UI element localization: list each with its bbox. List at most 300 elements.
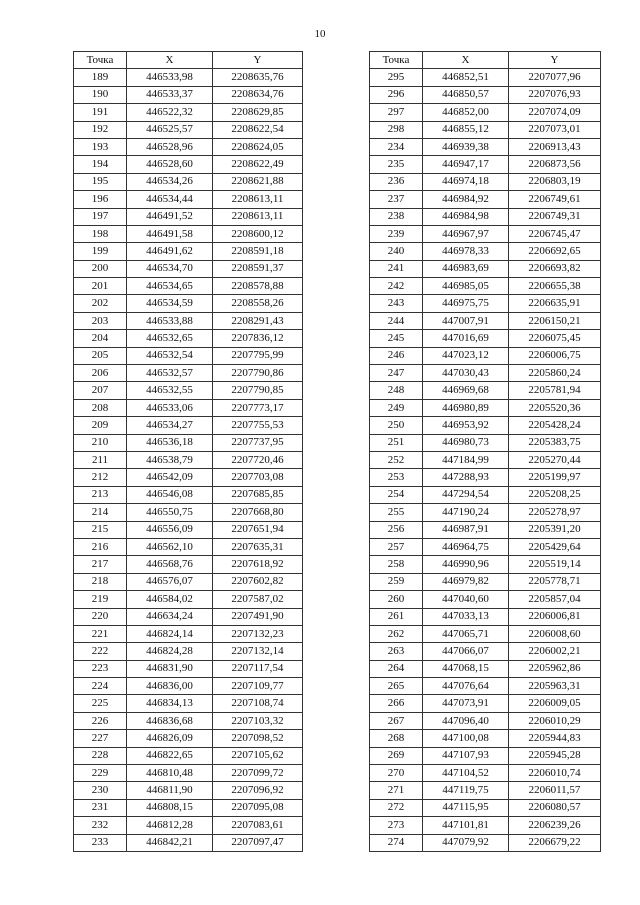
y-cell: 2207836,12 xyxy=(213,330,303,347)
table-row xyxy=(370,312,601,329)
table-row xyxy=(74,417,303,434)
x-cell: 446810,48 xyxy=(127,765,213,782)
point-cell: 222 xyxy=(74,643,127,660)
point-cell: 226 xyxy=(74,712,127,729)
table-header-row xyxy=(370,52,601,69)
point-cell: 221 xyxy=(74,625,127,642)
y-cell: 2206150,21 xyxy=(509,312,601,329)
x-cell: 447033,13 xyxy=(423,608,509,625)
x-cell: 446824,14 xyxy=(127,625,213,642)
table-row xyxy=(370,399,601,416)
x-cell: 446491,58 xyxy=(127,225,213,242)
point-cell: 214 xyxy=(74,504,127,521)
point-cell: 265 xyxy=(370,678,423,695)
y-cell: 2207587,02 xyxy=(213,591,303,608)
table-row xyxy=(370,365,601,382)
x-cell: 446984,92 xyxy=(423,191,509,208)
table-row xyxy=(74,712,303,729)
header-point: Точка xyxy=(370,52,423,69)
point-cell: 216 xyxy=(74,538,127,555)
table-row xyxy=(74,695,303,712)
y-cell: 2207720,46 xyxy=(213,451,303,468)
x-cell: 446836,68 xyxy=(127,712,213,729)
x-cell: 446556,09 xyxy=(127,521,213,538)
point-cell: 233 xyxy=(74,834,127,851)
point-cell: 297 xyxy=(370,104,423,121)
point-cell: 196 xyxy=(74,191,127,208)
x-cell: 446826,09 xyxy=(127,730,213,747)
table-row xyxy=(74,608,303,625)
point-cell: 190 xyxy=(74,86,127,103)
point-cell: 204 xyxy=(74,330,127,347)
table-row xyxy=(370,782,601,799)
table-row xyxy=(74,365,303,382)
point-cell: 242 xyxy=(370,278,423,295)
table-row xyxy=(370,730,601,747)
y-cell: 2207790,85 xyxy=(213,382,303,399)
table-row xyxy=(370,834,601,851)
table-row xyxy=(74,643,303,660)
y-cell: 2207108,74 xyxy=(213,695,303,712)
y-cell: 2206803,19 xyxy=(509,173,601,190)
x-cell: 446532,57 xyxy=(127,365,213,382)
y-cell: 2207651,94 xyxy=(213,521,303,538)
point-cell: 268 xyxy=(370,730,423,747)
point-cell: 192 xyxy=(74,121,127,138)
table-row xyxy=(370,208,601,225)
y-cell: 2205778,71 xyxy=(509,573,601,590)
y-cell: 2205857,04 xyxy=(509,591,601,608)
table-row xyxy=(74,591,303,608)
point-cell: 256 xyxy=(370,521,423,538)
point-cell: 243 xyxy=(370,295,423,312)
table-row xyxy=(74,434,303,451)
point-cell: 257 xyxy=(370,538,423,555)
table-row xyxy=(74,69,303,86)
table-row xyxy=(370,817,601,834)
x-cell: 446491,62 xyxy=(127,243,213,260)
x-cell: 446987,91 xyxy=(423,521,509,538)
point-cell: 239 xyxy=(370,225,423,242)
table-row xyxy=(74,747,303,764)
y-cell: 2207095,08 xyxy=(213,799,303,816)
point-cell: 201 xyxy=(74,278,127,295)
y-cell: 2206080,57 xyxy=(509,799,601,816)
x-cell: 447288,93 xyxy=(423,469,509,486)
point-cell: 195 xyxy=(74,173,127,190)
x-cell: 447040,60 xyxy=(423,591,509,608)
x-cell: 446534,59 xyxy=(127,295,213,312)
y-cell: 2208591,37 xyxy=(213,260,303,277)
y-cell: 2208621,88 xyxy=(213,173,303,190)
y-cell: 2205428,24 xyxy=(509,417,601,434)
table-row xyxy=(74,208,303,225)
y-cell: 2207117,54 xyxy=(213,660,303,677)
x-cell: 446984,98 xyxy=(423,208,509,225)
point-cell: 250 xyxy=(370,417,423,434)
table-row xyxy=(74,399,303,416)
y-cell: 2207790,86 xyxy=(213,365,303,382)
y-cell: 2207076,93 xyxy=(509,86,601,103)
x-cell: 447294,54 xyxy=(423,486,509,503)
table-row xyxy=(74,625,303,642)
point-cell: 191 xyxy=(74,104,127,121)
y-cell: 2208600,12 xyxy=(213,225,303,242)
x-cell: 446852,00 xyxy=(423,104,509,121)
point-cell: 270 xyxy=(370,765,423,782)
x-cell: 446562,10 xyxy=(127,538,213,555)
y-cell: 2205199,97 xyxy=(509,469,601,486)
x-cell: 447016,69 xyxy=(423,330,509,347)
point-cell: 271 xyxy=(370,782,423,799)
point-cell: 295 xyxy=(370,69,423,86)
y-cell: 2208629,85 xyxy=(213,104,303,121)
x-cell: 446852,51 xyxy=(423,69,509,86)
point-cell: 194 xyxy=(74,156,127,173)
table-row xyxy=(74,730,303,747)
y-cell: 2207755,53 xyxy=(213,417,303,434)
y-cell: 2208624,05 xyxy=(213,138,303,155)
table-row xyxy=(74,173,303,190)
table-row xyxy=(74,156,303,173)
y-cell: 2207132,23 xyxy=(213,625,303,642)
point-cell: 245 xyxy=(370,330,423,347)
point-cell: 209 xyxy=(74,417,127,434)
y-cell: 2207096,92 xyxy=(213,782,303,799)
x-cell: 446947,17 xyxy=(423,156,509,173)
y-cell: 2207105,62 xyxy=(213,747,303,764)
y-cell: 2207098,52 xyxy=(213,730,303,747)
x-cell: 446532,54 xyxy=(127,347,213,364)
table-row xyxy=(74,799,303,816)
y-cell: 2208613,11 xyxy=(213,191,303,208)
y-cell: 2205383,75 xyxy=(509,434,601,451)
y-cell: 2206010,74 xyxy=(509,765,601,782)
table-row xyxy=(370,278,601,295)
header-x: X xyxy=(423,52,509,69)
x-cell: 447101,81 xyxy=(423,817,509,834)
table-row xyxy=(74,834,303,851)
table-row xyxy=(370,243,601,260)
point-cell: 200 xyxy=(74,260,127,277)
point-cell: 213 xyxy=(74,486,127,503)
x-cell: 446542,09 xyxy=(127,469,213,486)
point-cell: 234 xyxy=(370,138,423,155)
y-cell: 2207109,77 xyxy=(213,678,303,695)
x-cell: 446855,12 xyxy=(423,121,509,138)
table-row xyxy=(370,347,601,364)
table-row xyxy=(370,121,601,138)
table-row xyxy=(370,712,601,729)
table-row xyxy=(370,695,601,712)
table-row xyxy=(74,504,303,521)
point-cell: 220 xyxy=(74,608,127,625)
point-cell: 197 xyxy=(74,208,127,225)
x-cell: 446546,08 xyxy=(127,486,213,503)
x-cell: 447096,40 xyxy=(423,712,509,729)
x-cell: 446811,90 xyxy=(127,782,213,799)
x-cell: 446974,18 xyxy=(423,173,509,190)
point-cell: 240 xyxy=(370,243,423,260)
x-cell: 446964,75 xyxy=(423,538,509,555)
y-cell: 2206749,61 xyxy=(509,191,601,208)
x-cell: 447115,95 xyxy=(423,799,509,816)
table-row xyxy=(370,573,601,590)
point-cell: 253 xyxy=(370,469,423,486)
point-cell: 262 xyxy=(370,625,423,642)
x-cell: 447066,07 xyxy=(423,643,509,660)
x-cell: 446533,88 xyxy=(127,312,213,329)
table-row xyxy=(370,643,601,660)
x-cell: 446534,65 xyxy=(127,278,213,295)
table-row xyxy=(74,312,303,329)
point-cell: 230 xyxy=(74,782,127,799)
y-cell: 2207132,14 xyxy=(213,643,303,660)
y-cell: 2207491,90 xyxy=(213,608,303,625)
table-row xyxy=(370,608,601,625)
y-cell: 2205520,36 xyxy=(509,399,601,416)
y-cell: 2205945,28 xyxy=(509,747,601,764)
point-cell: 212 xyxy=(74,469,127,486)
x-cell: 447073,91 xyxy=(423,695,509,712)
table-row xyxy=(74,782,303,799)
y-cell: 2205944,83 xyxy=(509,730,601,747)
x-cell: 446967,97 xyxy=(423,225,509,242)
point-cell: 255 xyxy=(370,504,423,521)
y-cell: 2208591,18 xyxy=(213,243,303,260)
y-cell: 2207097,47 xyxy=(213,834,303,851)
point-cell: 232 xyxy=(74,817,127,834)
table-row xyxy=(370,486,601,503)
y-cell: 2206075,45 xyxy=(509,330,601,347)
y-cell: 2207668,80 xyxy=(213,504,303,521)
table-row xyxy=(74,138,303,155)
y-cell: 2207074,09 xyxy=(509,104,601,121)
x-cell: 446584,02 xyxy=(127,591,213,608)
point-cell: 229 xyxy=(74,765,127,782)
x-cell: 446538,79 xyxy=(127,451,213,468)
table-row xyxy=(370,504,601,521)
point-cell: 246 xyxy=(370,347,423,364)
point-cell: 210 xyxy=(74,434,127,451)
y-cell: 2208622,54 xyxy=(213,121,303,138)
table-row xyxy=(74,382,303,399)
table-row xyxy=(74,121,303,138)
x-cell: 447023,12 xyxy=(423,347,509,364)
table-row xyxy=(370,191,601,208)
y-cell: 2206749,31 xyxy=(509,208,601,225)
x-cell: 446822,65 xyxy=(127,747,213,764)
y-cell: 2206008,60 xyxy=(509,625,601,642)
x-cell: 446491,52 xyxy=(127,208,213,225)
x-cell: 446533,06 xyxy=(127,399,213,416)
page-number: 10 xyxy=(314,28,326,40)
table-row xyxy=(370,86,601,103)
table-row xyxy=(74,260,303,277)
y-cell: 2206002,21 xyxy=(509,643,601,660)
table-row xyxy=(370,625,601,642)
x-cell: 447030,43 xyxy=(423,365,509,382)
table-row xyxy=(74,451,303,468)
point-cell: 298 xyxy=(370,121,423,138)
point-cell: 237 xyxy=(370,191,423,208)
x-cell: 446536,18 xyxy=(127,434,213,451)
table-row xyxy=(74,469,303,486)
x-cell: 446534,27 xyxy=(127,417,213,434)
x-cell: 447119,75 xyxy=(423,782,509,799)
table-row xyxy=(370,295,601,312)
x-cell: 446836,00 xyxy=(127,678,213,695)
y-cell: 2206239,26 xyxy=(509,817,601,834)
x-cell: 447068,15 xyxy=(423,660,509,677)
y-cell: 2207618,92 xyxy=(213,556,303,573)
x-cell: 446978,33 xyxy=(423,243,509,260)
table-row xyxy=(370,417,601,434)
point-cell: 296 xyxy=(370,86,423,103)
point-cell: 206 xyxy=(74,365,127,382)
y-cell: 2206745,47 xyxy=(509,225,601,242)
point-cell: 217 xyxy=(74,556,127,573)
x-cell: 446985,05 xyxy=(423,278,509,295)
y-cell: 2208578,88 xyxy=(213,278,303,295)
y-cell: 2207773,17 xyxy=(213,399,303,416)
table-row xyxy=(74,225,303,242)
point-cell: 193 xyxy=(74,138,127,155)
y-cell: 2207602,82 xyxy=(213,573,303,590)
x-cell: 447107,93 xyxy=(423,747,509,764)
x-cell: 446550,75 xyxy=(127,504,213,521)
header-y: Y xyxy=(509,52,601,69)
table-row xyxy=(74,295,303,312)
table-row xyxy=(370,678,601,695)
table-row xyxy=(370,747,601,764)
x-cell: 447065,71 xyxy=(423,625,509,642)
point-cell: 202 xyxy=(74,295,127,312)
point-cell: 236 xyxy=(370,173,423,190)
point-cell: 225 xyxy=(74,695,127,712)
x-cell: 446953,92 xyxy=(423,417,509,434)
x-cell: 446568,76 xyxy=(127,556,213,573)
table-row xyxy=(370,69,601,86)
y-cell: 2205270,44 xyxy=(509,451,601,468)
table-row xyxy=(370,469,601,486)
y-cell: 2208558,26 xyxy=(213,295,303,312)
header-point: Точка xyxy=(74,52,127,69)
x-cell: 446979,82 xyxy=(423,573,509,590)
x-cell: 446634,24 xyxy=(127,608,213,625)
table-row xyxy=(370,225,601,242)
point-cell: 254 xyxy=(370,486,423,503)
point-cell: 198 xyxy=(74,225,127,242)
x-cell: 446983,69 xyxy=(423,260,509,277)
point-cell: 199 xyxy=(74,243,127,260)
x-cell: 446528,60 xyxy=(127,156,213,173)
table-row xyxy=(74,678,303,695)
table-row xyxy=(74,573,303,590)
point-cell: 272 xyxy=(370,799,423,816)
point-cell: 249 xyxy=(370,399,423,416)
point-cell: 218 xyxy=(74,573,127,590)
y-cell: 2205519,14 xyxy=(509,556,601,573)
y-cell: 2207103,32 xyxy=(213,712,303,729)
x-cell: 446980,89 xyxy=(423,399,509,416)
point-cell: 241 xyxy=(370,260,423,277)
y-cell: 2206913,43 xyxy=(509,138,601,155)
point-cell: 248 xyxy=(370,382,423,399)
table-row xyxy=(74,243,303,260)
y-cell: 2205963,31 xyxy=(509,678,601,695)
y-cell: 2205278,97 xyxy=(509,504,601,521)
x-cell: 446534,70 xyxy=(127,260,213,277)
coordinates-table-left xyxy=(73,51,303,852)
table-row xyxy=(370,330,601,347)
x-cell: 446534,26 xyxy=(127,173,213,190)
point-cell: 215 xyxy=(74,521,127,538)
y-cell: 2206873,56 xyxy=(509,156,601,173)
y-cell: 2206655,38 xyxy=(509,278,601,295)
y-cell: 2207083,61 xyxy=(213,817,303,834)
x-cell: 446980,73 xyxy=(423,434,509,451)
y-cell: 2205962,86 xyxy=(509,660,601,677)
point-cell: 227 xyxy=(74,730,127,747)
table-row xyxy=(74,660,303,677)
y-cell: 2208635,76 xyxy=(213,69,303,86)
y-cell: 2205208,25 xyxy=(509,486,601,503)
y-cell: 2208291,43 xyxy=(213,312,303,329)
x-cell: 446824,28 xyxy=(127,643,213,660)
x-cell: 446808,15 xyxy=(127,799,213,816)
y-cell: 2205391,20 xyxy=(509,521,601,538)
point-cell: 261 xyxy=(370,608,423,625)
x-cell: 446850,57 xyxy=(423,86,509,103)
x-cell: 446576,07 xyxy=(127,573,213,590)
coordinates-table-right xyxy=(369,51,601,852)
point-cell: 252 xyxy=(370,451,423,468)
x-cell: 446842,21 xyxy=(127,834,213,851)
table-row xyxy=(370,173,601,190)
point-cell: 208 xyxy=(74,399,127,416)
y-cell: 2206635,91 xyxy=(509,295,601,312)
point-cell: 205 xyxy=(74,347,127,364)
table-row xyxy=(74,538,303,555)
point-cell: 273 xyxy=(370,817,423,834)
y-cell: 2208613,11 xyxy=(213,208,303,225)
table-row xyxy=(370,382,601,399)
table-row xyxy=(370,260,601,277)
point-cell: 260 xyxy=(370,591,423,608)
x-cell: 446969,68 xyxy=(423,382,509,399)
point-cell: 219 xyxy=(74,591,127,608)
table-row xyxy=(74,330,303,347)
table-row xyxy=(370,451,601,468)
y-cell: 2206693,82 xyxy=(509,260,601,277)
y-cell: 2206692,65 xyxy=(509,243,601,260)
x-cell: 446939,38 xyxy=(423,138,509,155)
table-row xyxy=(370,434,601,451)
y-cell: 2207077,96 xyxy=(509,69,601,86)
point-cell: 244 xyxy=(370,312,423,329)
x-cell: 446532,65 xyxy=(127,330,213,347)
table-row xyxy=(74,486,303,503)
point-cell: 259 xyxy=(370,573,423,590)
y-cell: 2207635,31 xyxy=(213,538,303,555)
y-cell: 2207073,01 xyxy=(509,121,601,138)
x-cell: 446812,28 xyxy=(127,817,213,834)
y-cell: 2207703,08 xyxy=(213,469,303,486)
y-cell: 2207685,85 xyxy=(213,486,303,503)
table-header-row xyxy=(74,52,303,69)
point-cell: 231 xyxy=(74,799,127,816)
